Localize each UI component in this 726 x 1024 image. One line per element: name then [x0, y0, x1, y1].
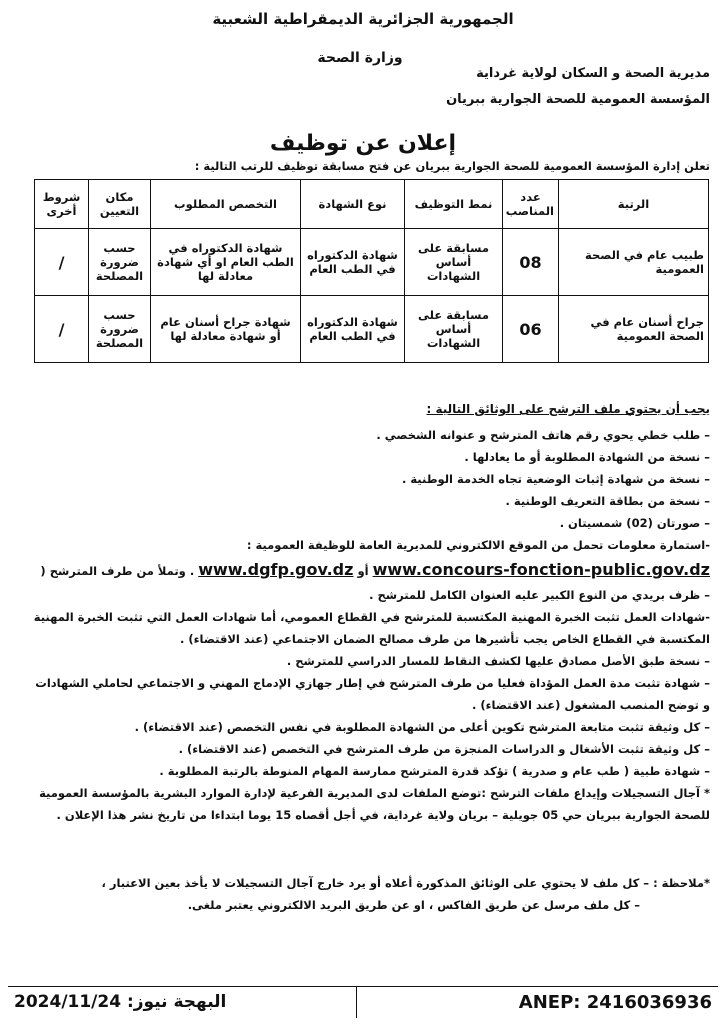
establishment-header: المؤسسة العمومية للصحة الجوارية ببريان	[446, 92, 710, 107]
note-line-2: – كل ملف مرسل عن طريق الفاكس ، او عن طريق البريد الالكتروني يعتبر ملغى.	[187, 898, 640, 912]
publication-stamp: البهجة نيوز: 2024/11/24	[14, 992, 227, 1012]
list-item: – نسخة من شهادة إثبات الوضعية تجاه الخدمة الوطنية .	[401, 472, 710, 486]
documents-heading: يجب أن يحتوي ملف الترشح على الوثائق التالية :	[426, 402, 710, 416]
list-item: -شهادات العمل تثبت الخبرة المهنية المكتسبة للمترشح في القطاع العمومي، أما شهادات العمل التي تثبت الخبرة المهنية	[33, 610, 710, 624]
list-item: – ظرف بريدي من النوع الكبير عليه العنوان الكامل للمترشح .	[369, 588, 710, 602]
republic-header: الجمهورية الجزائرية الديمقراطية الشعبية	[212, 10, 514, 28]
col-header-mode: نمط التوظيف	[405, 180, 503, 229]
col-header-conditions: شروط أخرى	[35, 180, 89, 229]
cell-count: 06	[503, 296, 559, 363]
list-item: المكتسبة في القطاع الخاص يجب تأشيرها من طرف مصالح الضمان الاجتماعي (عند الاقتضاء) .	[179, 632, 710, 646]
list-item: -استمارة معلومات تحمل من الموقع الالكتروني للمديرية العامة للوظيفة العمومية :	[246, 538, 710, 552]
footer-divider	[8, 986, 718, 987]
col-header-rank: الرتبة	[559, 180, 709, 229]
cell-rank: طبيب عام في الصحة العمومية	[559, 229, 709, 296]
list-item: و توضح المنصب المشغول (عند الاقتضاء) .	[472, 698, 710, 712]
directorate-header: مديرية الصحة و السكان لولاية غرداية	[476, 66, 710, 81]
anep-reference: ANEP: 2416036936	[518, 992, 712, 1013]
documents-list	[14, 424, 710, 826]
deadline-text-cont: للصحة الجوارية ببريان حي 05 جويلية – بريان ولاية غرداية، في أجل أقصاه 15 يوما ابتداءا من تاريخ نشر هذا الإعلان .	[56, 808, 710, 822]
website-link-dgfp[interactable]: www.dgfp.gov.dz	[198, 560, 354, 579]
website-link-concours[interactable]: www.concours-fonction-public.gov.dz	[372, 560, 710, 579]
cell-degree: شهادة الدكتوراه في الطب العام	[301, 229, 405, 296]
note-label: *ملاحظة :	[653, 876, 710, 890]
suffix-text: ) وتملأ من طرف المترشح .	[40, 564, 195, 578]
footer-separator	[356, 986, 357, 1018]
col-header-specialty: التخصص المطلوب	[151, 180, 301, 229]
cell-rank: جراح أسنان عام في الصحة العمومية	[559, 296, 709, 363]
cell-mode: مسابقة على أساس الشهادات	[405, 296, 503, 363]
list-item: – نسخة من بطاقة التعريف الوطنية .	[505, 494, 710, 508]
note-block	[14, 872, 710, 916]
cell-specialty: شهادة جراح أسنان عام أو شهادة معادلة لها	[151, 296, 301, 363]
table-header-row	[35, 180, 709, 229]
deadline-text: * آجال التسجيلات وإيداع ملفات الترشح :توضع الملفات لدى المديرية الفرعية لإدارة الموارد البشرية بالمؤسسة العمومية	[39, 786, 710, 800]
cell-location: حسب ضرورة المصلحة	[89, 296, 151, 363]
col-header-degree: نوع الشهادة	[301, 180, 405, 229]
positions-table	[34, 179, 709, 363]
note-line-1	[14, 872, 710, 894]
page-title: إعلان عن توظيف	[269, 131, 457, 156]
cell-count: 08	[503, 229, 559, 296]
cell-degree: شهادة الدكتوراه في الطب العام	[301, 296, 405, 363]
table-row	[35, 229, 709, 296]
intro-text: تعلن إدارة المؤسسة العمومية للصحة الجوارية ببريان عن فتح مسابقة توظيف للرتب التالية :	[194, 159, 710, 173]
footer	[8, 992, 718, 1016]
list-item: – كل وثيقة تثبت الأشغال و الدراسات المنجزة من طرف المترشح في التخصص (عند الاقتضاء) .	[178, 742, 710, 756]
list-item: – نسخة طبق الأصل مصادق عليها لكشف النقاط للمسار الدراسي للمترشح .	[286, 654, 710, 668]
list-item: – صورتان (02) شمسيتان .	[559, 516, 710, 530]
cell-conditions: /	[35, 296, 89, 363]
list-item: – نسخة من الشهادة المطلوبة أو ما يعادلها .	[464, 450, 710, 464]
list-item: – طلب خطي يحوي رقم هاتف المترشح و عنوانه الشخصي .	[376, 428, 710, 442]
cell-conditions: /	[35, 229, 89, 296]
list-item: – كل وثيقة تثبت متابعة المترشح تكوين أعلى من الشهادة المطلوبة في نفس التخصص (عند الاقتضاء) .	[134, 720, 710, 734]
cell-specialty: شهادة الدكتوراه في الطب العام او أي شهادة معادلة لها	[151, 229, 301, 296]
or-text: أو	[357, 564, 369, 578]
list-item: – شهادة طبية ( طب عام و صدرية ) تؤكد قدرة المترشح ممارسة المهام المنوطة بالرتبة المطلوبة .	[159, 764, 710, 778]
table-row	[35, 296, 709, 363]
col-header-count: عدد المناصب	[503, 180, 559, 229]
cell-mode: مسابقة على أساس الشهادات	[405, 229, 503, 296]
col-header-location: مكان التعيين	[89, 180, 151, 229]
websites-line	[14, 556, 710, 584]
cell-location: حسب ضرورة المصلحة	[89, 229, 151, 296]
list-item: – شهادة تثبت مدة العمل المؤداة فعليا من طرف المترشح في إطار جهازي الإدماج المهني و الاجتماعي لحاملي الشهادات	[35, 676, 710, 690]
note-text-1: – كل ملف لا يحتوي على الوثائق المذكورة أعلاه أو يرد خارج آجال التسجيلات لا يأخذ بعين الاعتبار ،	[101, 876, 650, 890]
ministry-header: وزارة الصحة	[317, 50, 403, 66]
